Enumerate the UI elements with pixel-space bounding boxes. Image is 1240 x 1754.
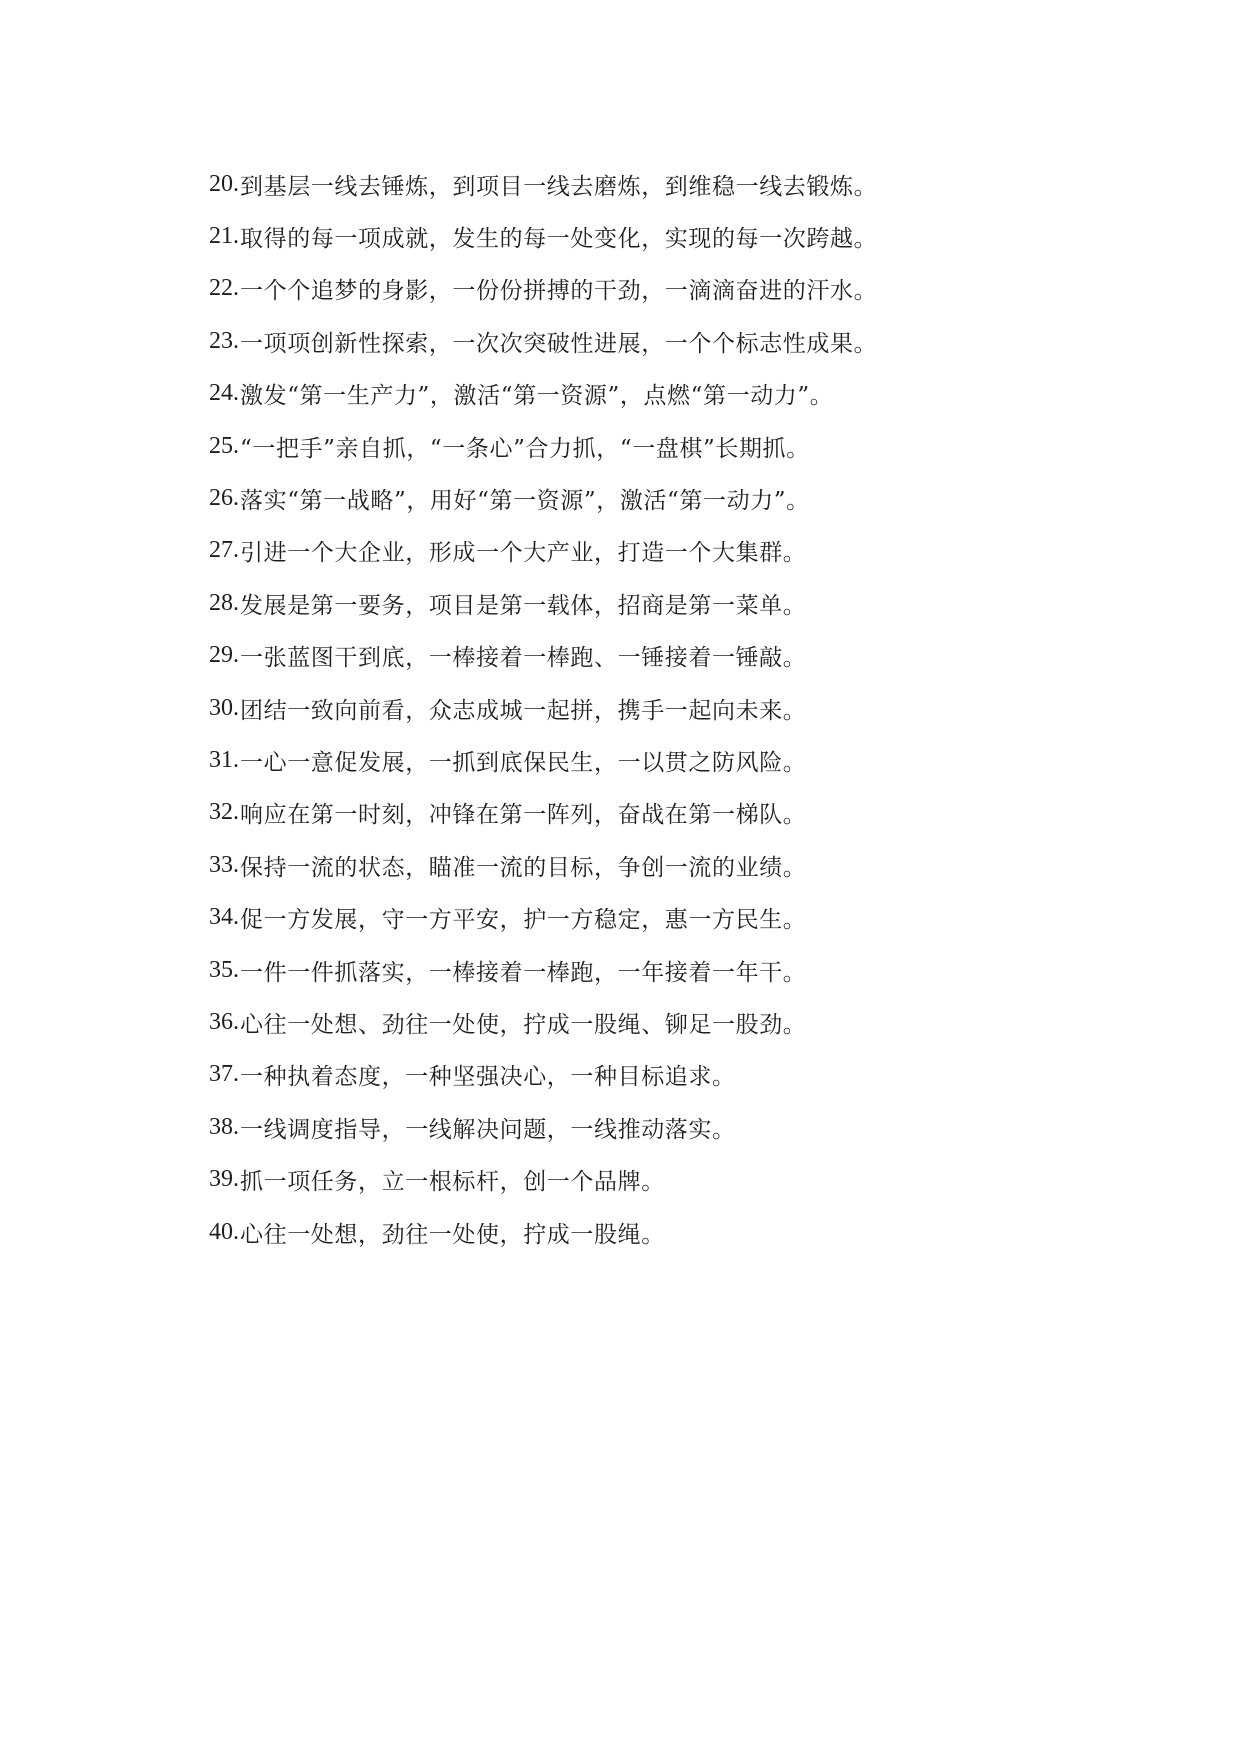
item-text: 到基层一线去锤炼，到项目一线去磨炼，到维稳一线去锻炼。 bbox=[240, 173, 878, 200]
list-item bbox=[209, 734, 1199, 786]
item-text: 响应在第一时刻，冲锋在第一阵列，奋战在第一梯队。 bbox=[240, 802, 807, 829]
list-item bbox=[209, 682, 1199, 734]
list-item bbox=[209, 996, 1199, 1048]
item-number: 29. bbox=[209, 642, 239, 669]
list-item bbox=[209, 1049, 1199, 1101]
item-number: 24. bbox=[209, 380, 239, 407]
item-number: 31. bbox=[209, 746, 239, 773]
item-text: 保持一流的状态，瞄准一流的目标，争创一流的业绩。 bbox=[240, 854, 807, 881]
item-number: 35. bbox=[209, 956, 239, 983]
list-item bbox=[209, 1206, 1199, 1258]
item-text: 一线调度指导，一线解决问题，一线推动落实。 bbox=[240, 1116, 736, 1143]
item-number: 30. bbox=[209, 694, 239, 721]
item-text: 一件一件抓落实，一棒接着一棒跑，一年接着一年干。 bbox=[240, 959, 807, 986]
list-item bbox=[209, 787, 1199, 839]
list-item bbox=[209, 577, 1199, 629]
list-item bbox=[209, 839, 1199, 891]
item-text: 一心一意促发展，一抓到底保民生，一以贯之防风险。 bbox=[240, 749, 807, 776]
item-number: 26. bbox=[209, 485, 239, 512]
item-text: 引进一个大企业，形成一个大产业，打造一个大集群。 bbox=[240, 540, 807, 567]
item-text: 发展是第一要务，项目是第一载体，招商是第一菜单。 bbox=[240, 592, 807, 619]
item-number: 33. bbox=[209, 851, 239, 878]
list-item bbox=[209, 944, 1199, 996]
list-item bbox=[209, 891, 1199, 943]
list-item bbox=[209, 1101, 1199, 1153]
item-text: 抓一项任务，立一根标杆，创一个品牌。 bbox=[240, 1169, 665, 1196]
list-item bbox=[209, 158, 1199, 210]
item-number: 20. bbox=[209, 170, 239, 197]
item-number: 34. bbox=[209, 904, 239, 931]
item-text: 一项项创新性探索，一次次突破性进展，一个个标志性成果。 bbox=[240, 330, 878, 357]
item-text: 落实“第一战略”，用好“第一资源”，激活“第一动力”。 bbox=[240, 488, 810, 515]
item-text: 团结一致向前看，众志成城一起拼，携手一起向未来。 bbox=[240, 697, 807, 724]
item-number: 36. bbox=[209, 1008, 239, 1035]
list-item bbox=[209, 315, 1199, 367]
item-number: 23. bbox=[209, 327, 239, 354]
list-item bbox=[209, 472, 1199, 524]
item-number: 38. bbox=[209, 1113, 239, 1140]
item-number: 37. bbox=[209, 1061, 239, 1088]
item-number: 25. bbox=[209, 432, 239, 459]
item-number: 22. bbox=[209, 275, 239, 302]
item-number: 21. bbox=[209, 223, 239, 250]
list-item bbox=[209, 368, 1199, 420]
numbered-phrase-list bbox=[209, 158, 1199, 1258]
list-item bbox=[209, 1153, 1199, 1205]
item-text: 心往一处想、劲往一处使，拧成一股绳、铆足一股劲。 bbox=[240, 1011, 807, 1038]
list-item bbox=[209, 210, 1199, 262]
item-number: 32. bbox=[209, 799, 239, 826]
item-text: 激发“第一生产力”，激活“第一资源”，点燃“第一动力”。 bbox=[240, 383, 834, 410]
list-item bbox=[209, 525, 1199, 577]
list-item bbox=[209, 420, 1199, 472]
item-number: 39. bbox=[209, 1166, 239, 1193]
item-text: 一种执着态度，一种坚强决心，一种目标追求。 bbox=[240, 1064, 736, 1091]
list-item bbox=[209, 263, 1199, 315]
item-text: 促一方发展，守一方平安，护一方稳定，惠一方民生。 bbox=[240, 907, 807, 934]
item-number: 40. bbox=[209, 1218, 239, 1245]
item-text: “一把手”亲自抓，“一条心”合力抓，“一盘棋”长期抓。 bbox=[240, 435, 810, 462]
item-number: 28. bbox=[209, 589, 239, 616]
item-text: 心往一处想，劲往一处使，拧成一股绳。 bbox=[240, 1221, 665, 1248]
item-text: 取得的每一项成就，发生的每一处变化，实现的每一次跨越。 bbox=[240, 226, 878, 253]
item-text: 一张蓝图干到底，一棒接着一棒跑、一锤接着一锤敲。 bbox=[240, 645, 807, 672]
item-number: 27. bbox=[209, 537, 239, 564]
item-text: 一个个追梦的身影，一份份拼搏的干劲，一滴滴奋进的汗水。 bbox=[240, 278, 878, 305]
list-item bbox=[209, 630, 1199, 682]
